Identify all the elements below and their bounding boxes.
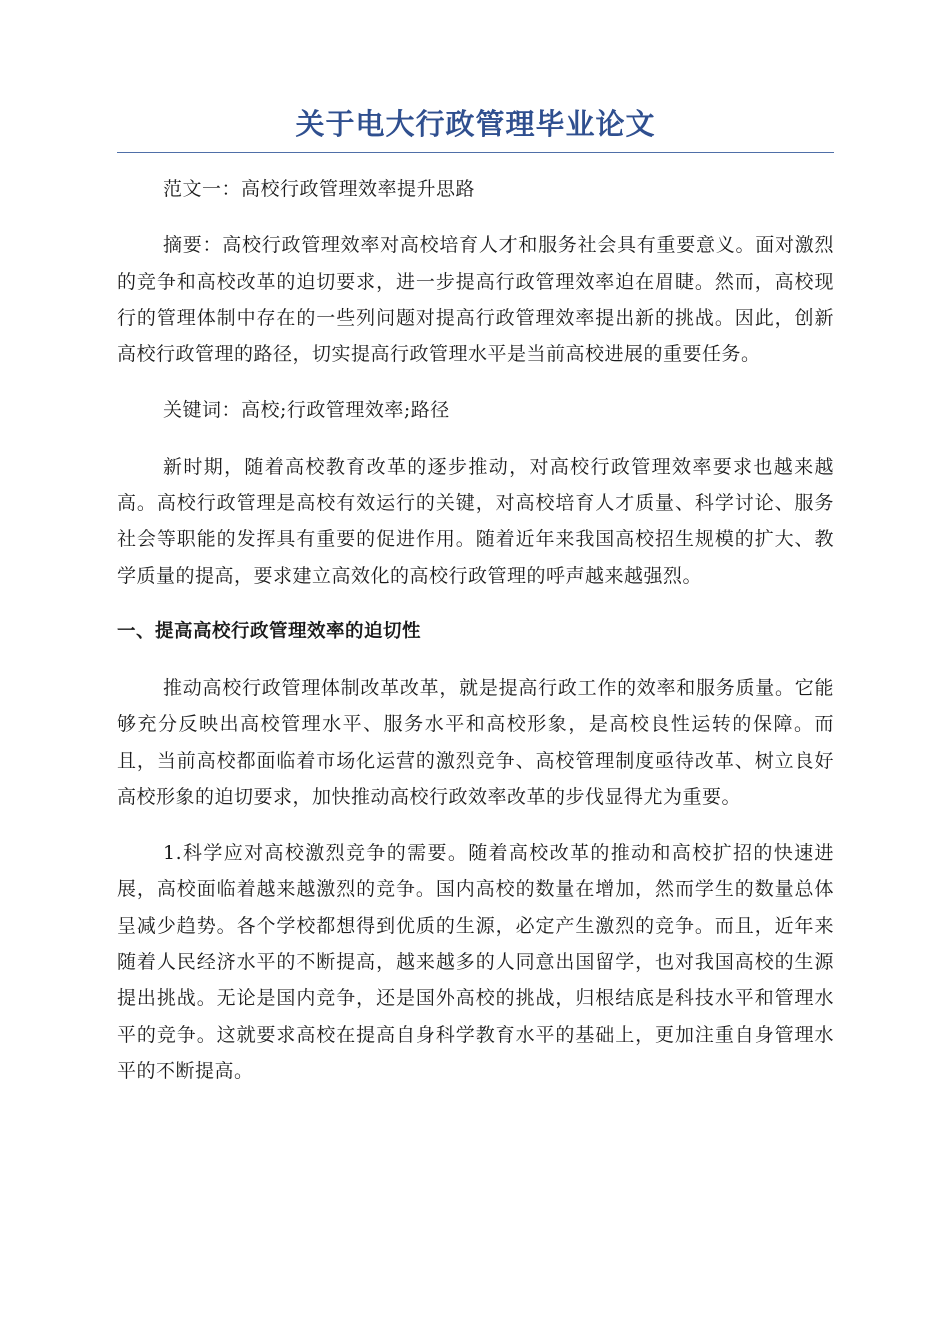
document-page <box>117 104 834 1109</box>
sample-label: 范文一：高校行政管理效率提升思路 <box>163 178 476 200</box>
document-title: 关于电大行政管理毕业论文 <box>295 107 656 141</box>
title-underline <box>117 152 834 153</box>
section-heading: 一、提高高校行政管理效率的迫切性 <box>117 620 422 642</box>
section-paragraph: 推动高校行政管理体制改革改革，就是提高行政工作的效率和服务质量。它能够充分反映出高校管理水平、服务水平和高校形象，是高校良性运转的保障。而且，当前高校都面临着市场化运营的激烈竞争、高校管理制度亟待改革、树立良好高校形象的迫切要求，加快推动高校行政效率改革的步伐显得尤为重要。 <box>117 676 834 808</box>
abstract-paragraph: 摘要：高校行政管理效率对高校培育人才和服务社会具有重要意义。面对激烈的竞争和高校改革的迫切要求，进一步提高行政管理效率迫在眉睫。然而，高校现行的管理体制中存在的一些列问题对提高行政管理效率提出新的挑战。因此，创新高校行政管理的路径，切实提高行政管理水平是当前高校进展的重要任务。 <box>117 234 834 366</box>
keywords-paragraph: 关键词：高校;行政管理效率;路径 <box>163 399 450 422</box>
intro-paragraph: 新时期，随着高校教育改革的逐步推动，对高校行政管理效率要求也越来越高。高校行政管理是高校有效运行的关键，对高校培育人才质量、科学讨论、服务社会等职能的发挥具有重要的促进作用。随着近年来我国高校招生规模的扩大、教学质量的提高，要求建立高效化的高校行政管理的呼声越来越强烈。 <box>117 455 834 587</box>
section-paragraph: 1.科学应对高校激烈竞争的需要。随着高校改革的推动和高校扩招的快速进展，高校面临着越来越激烈的竞争。国内高校的数量在增加，然而学生的数量总体呈减少趋势。各个学校都想得到优质的生源，必定产生激烈的竞争。而且，近年来随着人民经济水平的不断提高，越来越多的人同意出国留学，也对我国高校的生源提出挑战。无论是国内竞争，还是国外高校的挑战，归根结底是科技水平和管理水平的竞争。这就要求高校在提高自身科学教育水平的基础上，更加注重自身管理水平的不断提高。 <box>117 842 834 1082</box>
